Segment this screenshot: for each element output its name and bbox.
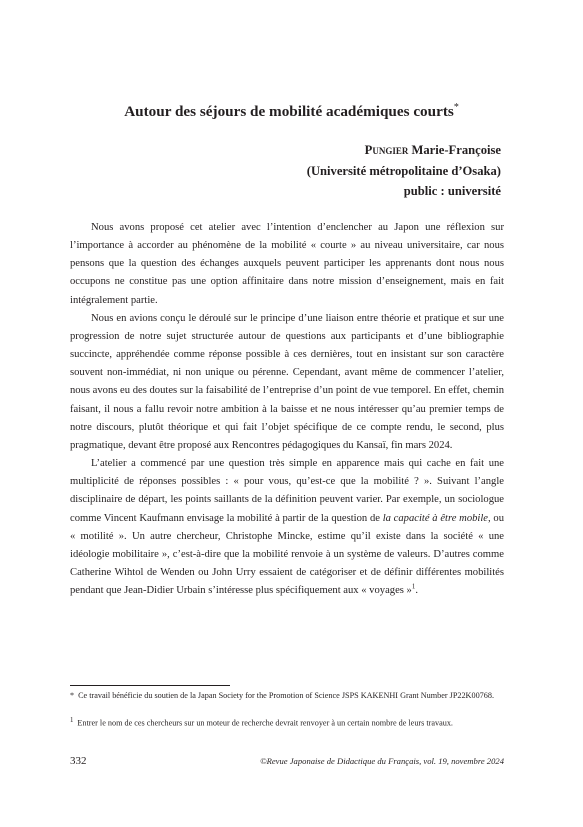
footnote-reference-1[interactable]: 1 <box>411 582 416 591</box>
author-given-name: Marie-Françoise <box>411 143 501 157</box>
footnote-divider <box>70 685 230 686</box>
paragraph-3 <box>70 455 504 600</box>
title-footnote-mark: * <box>453 102 459 113</box>
paragraph-3-emphasis: la capacité à être mobile, <box>382 512 491 524</box>
author-affiliation: (Université métropolitaine d’Osaka) <box>306 164 501 178</box>
footnote-mark: 1 <box>70 717 74 724</box>
paragraph-1: Nous avons proposé cet atelier avec l’intention d’enclencher au Japon une réflexion sur l’importance à accorder au phénomène de la mobilité « courte » au niveau universitaire, car nous pensons que la question des échanges auxquels peuvent participer les apprenants dont nous nous occupons ne constitue pas une option affinitaire dans notre mission d’enseignement, mais en fait intégralement partie. <box>70 222 504 306</box>
paragraph-3-part-b: ou « motilité ». Un autre chercheur, Christophe Mincke, estime qu’il existe dans la société « une idéologie mobilitaire », c’est-à-dire que la mobilité renvoie à un système de valeurs. D’autres comme Catherine Wihtol de Wenden ou John Urry essaient de catégoriser et de définir différentes mobilités pendant que Jean-Didier Urbain s’intéresse plus spécifiquement aux « voyages » <box>70 512 504 597</box>
footnote-text: Entrer le nom de ces chercheurs sur un moteur de recherche devrait renvoyer à un certain nombre de leurs travaux. <box>77 718 453 728</box>
footnote-text: Ce travail bénéficie du soutien de la Japan Society for the Promotion of Science JSPS KAKENHI Grant Number JP22K00768. <box>78 691 494 700</box>
paragraph-2: Nous en avions conçu le déroulé sur le principe d’une liaison entre théorie et pratique et sur une progression de notre sujet structurée autour de questions aux participants et d’une bibliographie succincte, appréhendée comme réponse possible à ces dernières, tout en insistant sur son caractère souvent non-immédiat, ni non unique ou pérenne. Cependant, avant même de commencer l’atelier, nous avons eu des doutes sur la faisabilité de l’entreprise d’un point de vue temporel. En effet, chemin faisant, il nous a fallu revoir notre ambition à la baisse et ne nous intéresser qu’au premier temps de notre discours, plutôt théorique et qui fait l’objet spécifique de ce compte rendu, le second, plus pragmatique, devant être proposé aux Rencontres pédagogiques du Kansaï, fin mars 2024. <box>70 312 504 451</box>
paragraph-3-end: . <box>415 585 418 597</box>
audience-label: public : université <box>403 184 501 198</box>
footnote-1 <box>70 715 504 730</box>
paragraph-3-part-a: L’atelier a commencé par une question très simple en apparence mais qui cache en fait une multiplicité de réponses possibles : « pour vous, qu’est-ce que la mobilité ? ». Suivant l’angle disciplinaire de départ, les points saillants de la définition peuvent varier. Par exemple, un sociologue comme Vincent Kaufmann envisage la mobilité à partir de la question de <box>70 458 504 524</box>
footnote-mark: * <box>70 691 75 700</box>
author-name <box>365 143 501 158</box>
body-text <box>70 219 504 600</box>
author-surname: Pungier <box>364 143 409 157</box>
journal-citation: ©Revue Japonaise de Didactique du Français, vol. 19, novembre 2024 <box>260 756 504 766</box>
paper-title <box>0 102 583 121</box>
page-number: 332 <box>70 755 87 767</box>
footnote-title <box>70 690 504 702</box>
paper-title-text: Autour des séjours de mobilité académiques courts <box>124 103 454 121</box>
